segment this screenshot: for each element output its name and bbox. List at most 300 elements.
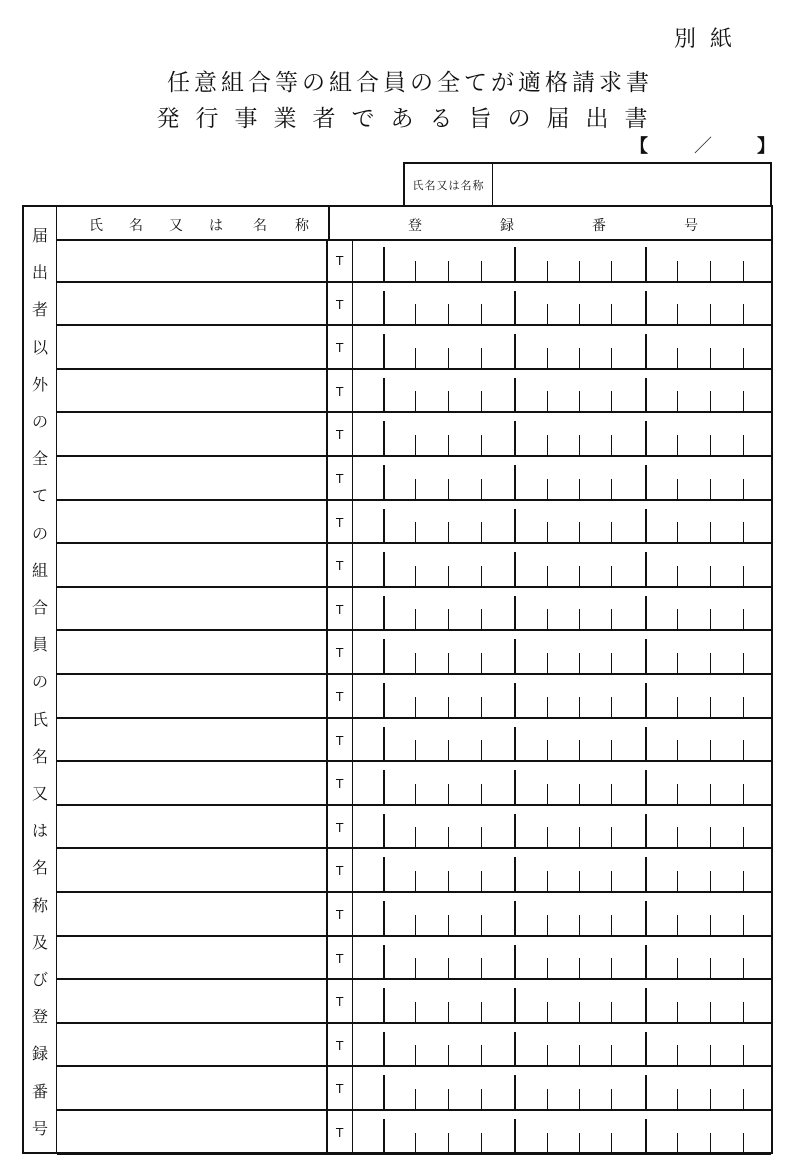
registration-prefix-label: T <box>336 602 344 617</box>
digit-divider <box>448 522 449 542</box>
side-label-char: 員 <box>31 635 48 655</box>
digit-group-divider <box>383 378 385 412</box>
table-row <box>57 937 771 981</box>
digit-group-divider <box>514 683 516 717</box>
digit-divider <box>710 391 711 411</box>
header-number-column <box>330 207 771 241</box>
digit-divider <box>677 435 678 455</box>
digit-group-divider <box>645 639 647 673</box>
digit-divider <box>579 784 580 804</box>
digit-divider <box>677 1002 678 1022</box>
registration-prefix-label: T <box>336 297 344 312</box>
digit-group-divider <box>645 552 647 586</box>
digit-divider <box>579 1133 580 1153</box>
digit-divider <box>743 435 744 455</box>
table-row <box>57 544 771 588</box>
table-row <box>57 457 771 501</box>
registration-prefix-label: T <box>336 254 344 268</box>
registration-prefix-cell <box>330 849 353 891</box>
digit-divider <box>611 479 612 499</box>
member-name-field[interactable] <box>57 937 328 979</box>
digit-divider <box>481 1133 482 1153</box>
member-name-field[interactable] <box>57 457 328 499</box>
digit-divider <box>611 784 612 804</box>
attachment-label: 別紙 <box>674 27 747 52</box>
digit-group-divider <box>514 770 516 804</box>
digit-divider <box>547 740 548 760</box>
registration-prefix-cell <box>330 1024 353 1066</box>
side-label-char: 合 <box>31 598 48 617</box>
registration-prefix-label: T <box>336 951 344 966</box>
digit-divider <box>611 915 612 935</box>
digit-divider <box>448 1133 449 1153</box>
digit-divider <box>677 261 678 281</box>
digit-divider <box>547 1133 548 1153</box>
digit-group-divider <box>514 1075 516 1109</box>
registration-prefix-cell <box>330 937 353 979</box>
digit-group-divider <box>514 857 516 891</box>
digit-group-divider <box>645 814 647 848</box>
digit-divider <box>415 1133 416 1153</box>
digit-divider <box>547 697 548 717</box>
digit-divider <box>743 784 744 804</box>
digit-group-divider <box>645 378 647 412</box>
side-label-char: の <box>31 672 48 692</box>
digit-group-divider <box>514 465 516 499</box>
member-registration-table <box>22 205 773 1154</box>
table-row <box>57 849 771 893</box>
digit-divider <box>547 479 548 499</box>
header-name-char: は <box>209 218 223 234</box>
digit-divider <box>547 348 548 368</box>
registration-prefix-cell <box>330 413 353 455</box>
digit-group-divider <box>514 291 516 325</box>
digit-divider <box>415 1002 416 1022</box>
member-name-field[interactable] <box>57 806 328 848</box>
digit-divider <box>415 871 416 891</box>
member-name-field[interactable] <box>57 980 328 1022</box>
digit-divider <box>547 566 548 586</box>
member-name-field[interactable] <box>57 1067 328 1109</box>
table-row <box>57 1024 771 1068</box>
table-row <box>57 501 771 545</box>
digit-divider <box>415 609 416 629</box>
digit-divider <box>611 522 612 542</box>
digit-divider <box>677 304 678 324</box>
digit-divider <box>415 1045 416 1065</box>
digit-divider <box>611 304 612 324</box>
digit-group-divider <box>514 378 516 412</box>
digit-divider <box>481 958 482 978</box>
digit-divider <box>710 261 711 281</box>
table-row <box>57 283 771 327</box>
digit-divider <box>481 522 482 542</box>
registration-prefix-cell <box>330 501 353 543</box>
page-close-bracket: 】 <box>757 136 775 157</box>
registration-prefix-label: T <box>336 1038 344 1053</box>
registration-prefix-label: T <box>336 384 344 399</box>
table-row <box>57 1111 771 1155</box>
digit-divider <box>611 740 612 760</box>
side-label-char: 組 <box>31 560 48 580</box>
side-label-char: 称 <box>31 895 48 915</box>
registration-prefix-label: T <box>336 341 344 356</box>
digit-divider <box>579 740 580 760</box>
digit-divider <box>547 827 548 847</box>
digit-divider <box>743 871 744 891</box>
side-label-char: 以 <box>31 337 48 357</box>
digit-group-divider <box>383 945 385 979</box>
digit-divider <box>579 1089 580 1109</box>
digit-divider <box>710 1045 711 1065</box>
digit-group-divider <box>383 465 385 499</box>
digit-group-divider <box>383 1032 385 1066</box>
digit-divider <box>415 479 416 499</box>
side-label-char: 登 <box>31 1007 48 1027</box>
table-row <box>57 413 771 457</box>
digit-divider <box>611 1045 612 1065</box>
member-name-field[interactable] <box>57 719 328 761</box>
side-label-char: の <box>31 523 48 543</box>
digit-divider <box>547 391 548 411</box>
digit-group-divider <box>383 1119 385 1153</box>
digit-divider <box>710 697 711 717</box>
digit-divider <box>611 1133 612 1153</box>
digit-divider <box>415 304 416 324</box>
table-row <box>57 239 771 283</box>
digit-divider <box>743 348 744 368</box>
digit-divider <box>415 958 416 978</box>
digit-group-divider <box>645 727 647 761</box>
side-label-char: 者 <box>31 300 48 320</box>
digit-divider <box>579 391 580 411</box>
table-row <box>57 1067 771 1111</box>
digit-divider <box>743 566 744 586</box>
digit-divider <box>677 697 678 717</box>
registration-prefix-label: T <box>336 515 344 530</box>
digit-divider <box>448 697 449 717</box>
digit-divider <box>481 304 482 324</box>
digit-group-divider <box>383 683 385 717</box>
digit-divider <box>611 1089 612 1109</box>
digit-divider <box>579 566 580 586</box>
digit-divider <box>448 1089 449 1109</box>
digit-divider <box>710 1133 711 1153</box>
digit-divider <box>415 348 416 368</box>
registration-prefix-label: T <box>336 995 344 1010</box>
digit-divider <box>677 740 678 760</box>
digit-divider <box>710 784 711 804</box>
digit-divider <box>743 1045 744 1065</box>
digit-divider <box>677 479 678 499</box>
digit-divider <box>481 566 482 586</box>
digit-group-divider <box>645 857 647 891</box>
digit-divider <box>677 784 678 804</box>
member-name-field[interactable] <box>57 1111 328 1153</box>
registration-prefix-label: T <box>336 864 344 879</box>
digit-group-divider <box>514 901 516 935</box>
digit-divider <box>481 1045 482 1065</box>
side-label-char: 氏 <box>31 709 48 729</box>
filer-name-field[interactable] <box>495 164 766 205</box>
table-row <box>57 370 771 414</box>
digit-group-divider <box>514 988 516 1022</box>
digit-divider <box>415 435 416 455</box>
page-indicator <box>630 132 775 156</box>
digit-group-divider <box>514 1119 516 1153</box>
digit-divider <box>611 1002 612 1022</box>
member-name-field[interactable] <box>57 326 328 368</box>
digit-divider <box>677 1045 678 1065</box>
digit-divider <box>448 827 449 847</box>
digit-divider <box>415 740 416 760</box>
digit-group-divider <box>514 1032 516 1066</box>
registration-prefix-cell <box>330 370 353 412</box>
digit-divider <box>611 435 612 455</box>
digit-divider <box>743 479 744 499</box>
digit-divider <box>448 871 449 891</box>
digit-divider <box>611 653 612 673</box>
member-name-field[interactable] <box>57 893 328 935</box>
digit-divider <box>415 391 416 411</box>
member-name-field[interactable] <box>57 849 328 891</box>
registration-prefix-label: T <box>336 428 344 443</box>
digit-divider <box>579 479 580 499</box>
digit-group-divider <box>383 639 385 673</box>
member-name-field[interactable] <box>57 239 328 281</box>
digit-group-divider <box>645 291 647 325</box>
digit-divider <box>481 479 482 499</box>
digit-divider <box>415 915 416 935</box>
digit-divider <box>743 915 744 935</box>
digit-divider <box>710 348 711 368</box>
header-name-column <box>57 207 330 241</box>
digit-divider <box>677 827 678 847</box>
digit-divider <box>448 958 449 978</box>
digit-divider <box>743 304 744 324</box>
member-name-field[interactable] <box>57 1024 328 1066</box>
table-row <box>57 675 771 719</box>
digit-group-divider <box>383 247 385 281</box>
digit-group-divider <box>383 291 385 325</box>
digit-divider <box>415 653 416 673</box>
digit-divider <box>579 522 580 542</box>
digit-divider <box>448 784 449 804</box>
digit-divider <box>547 871 548 891</box>
digit-group-divider <box>383 901 385 935</box>
digit-divider <box>448 261 449 281</box>
table-row <box>57 588 771 632</box>
digit-group-divider <box>514 814 516 848</box>
side-label-char: 及 <box>31 932 48 952</box>
digit-divider <box>415 566 416 586</box>
digit-divider <box>710 609 711 629</box>
table-row <box>57 893 771 937</box>
digit-divider <box>448 653 449 673</box>
digit-group-divider <box>514 727 516 761</box>
form-title-line-2: 発行事業者である旨の届出書 <box>156 106 664 132</box>
digit-divider <box>481 1002 482 1022</box>
header-name-char: 名 <box>253 218 267 234</box>
side-label-char: 全 <box>31 449 48 469</box>
digit-divider <box>547 435 548 455</box>
registration-prefix-cell <box>330 1111 353 1153</box>
digit-divider <box>547 522 548 542</box>
digit-divider <box>579 697 580 717</box>
digit-group-divider <box>645 683 647 717</box>
side-label-char: て <box>31 486 48 506</box>
digit-group-divider <box>514 247 516 281</box>
digit-divider <box>481 827 482 847</box>
member-name-field[interactable] <box>57 544 328 586</box>
side-label-char: 出 <box>31 263 48 283</box>
registration-prefix-cell <box>330 283 353 325</box>
table-row <box>57 806 771 850</box>
digit-group-divider <box>645 901 647 935</box>
digit-group-divider <box>514 596 516 630</box>
digit-divider <box>481 871 482 891</box>
digit-group-divider <box>383 421 385 455</box>
registration-prefix-cell <box>330 762 353 804</box>
digit-divider <box>743 958 744 978</box>
digit-divider <box>677 522 678 542</box>
member-name-field[interactable] <box>57 413 328 455</box>
registration-prefix-cell <box>330 457 353 499</box>
digit-divider <box>743 827 744 847</box>
registration-prefix-label: T <box>336 1126 344 1140</box>
digit-divider <box>611 609 612 629</box>
digit-divider <box>547 784 548 804</box>
digit-group-divider <box>383 770 385 804</box>
digit-divider <box>710 1089 711 1109</box>
digit-group-divider <box>645 945 647 979</box>
digit-divider <box>547 958 548 978</box>
member-name-field[interactable] <box>57 370 328 412</box>
side-label-char: 録 <box>31 1044 48 1064</box>
digit-divider <box>579 304 580 324</box>
digit-divider <box>547 653 548 673</box>
digit-group-divider <box>383 988 385 1022</box>
registration-prefix-label: T <box>336 1082 344 1097</box>
digit-divider <box>710 958 711 978</box>
table-row <box>57 980 771 1024</box>
registration-prefix-label: T <box>336 559 344 574</box>
digit-group-divider <box>514 639 516 673</box>
table-row <box>57 719 771 763</box>
registration-prefix-cell <box>330 806 353 848</box>
digit-divider <box>710 871 711 891</box>
digit-divider <box>611 871 612 891</box>
digit-divider <box>611 958 612 978</box>
digit-divider <box>579 435 580 455</box>
form-title-line-1: 任意組合等の組合員の全てが適格請求書 <box>167 70 653 96</box>
digit-divider <box>677 1089 678 1109</box>
side-label-char: 号 <box>31 1118 48 1138</box>
side-label-char: 又 <box>31 784 48 803</box>
digit-divider <box>547 609 548 629</box>
digit-divider <box>710 566 711 586</box>
digit-divider <box>677 653 678 673</box>
digit-divider <box>481 1089 482 1109</box>
digit-group-divider <box>383 814 385 848</box>
digit-divider <box>481 653 482 673</box>
registration-prefix-cell <box>330 631 353 673</box>
member-name-field[interactable] <box>57 501 328 543</box>
digit-divider <box>448 566 449 586</box>
digit-divider <box>710 740 711 760</box>
digit-divider <box>547 1002 548 1022</box>
registration-prefix-cell <box>330 544 353 586</box>
digit-divider <box>743 653 744 673</box>
digit-group-divider <box>645 509 647 543</box>
digit-divider <box>415 1089 416 1109</box>
digit-divider <box>579 653 580 673</box>
digit-group-divider <box>514 509 516 543</box>
digit-group-divider <box>645 1119 647 1153</box>
registration-prefix-cell <box>330 326 353 368</box>
digit-group-divider <box>514 421 516 455</box>
digit-divider <box>710 522 711 542</box>
registration-prefix-label: T <box>336 646 344 661</box>
digit-divider <box>448 609 449 629</box>
digit-group-divider <box>383 857 385 891</box>
filer-name-box <box>403 162 772 205</box>
digit-divider <box>448 391 449 411</box>
digit-divider <box>415 261 416 281</box>
digit-divider <box>677 871 678 891</box>
side-label-char: 名 <box>31 746 48 766</box>
digit-group-divider <box>645 1032 647 1066</box>
digit-divider <box>710 435 711 455</box>
digit-divider <box>743 740 744 760</box>
digit-divider <box>415 697 416 717</box>
digit-divider <box>448 348 449 368</box>
member-name-field[interactable] <box>57 675 328 717</box>
member-name-field[interactable] <box>57 588 328 630</box>
header-name-char: 又 <box>169 218 183 234</box>
header-number-char: 録 <box>500 218 514 234</box>
side-label-char: 届 <box>31 226 48 245</box>
digit-divider <box>677 391 678 411</box>
member-name-field[interactable] <box>57 283 328 325</box>
member-name-field[interactable] <box>57 631 328 673</box>
digit-divider <box>611 391 612 411</box>
digit-group-divider <box>383 727 385 761</box>
registration-prefix-label: T <box>336 820 344 835</box>
digit-divider <box>415 784 416 804</box>
registration-prefix-label: T <box>336 472 344 486</box>
header-name-char: 名 <box>129 218 143 234</box>
digit-group-divider <box>383 334 385 368</box>
digit-group-divider <box>645 247 647 281</box>
digit-divider <box>448 740 449 760</box>
digit-divider <box>743 391 744 411</box>
header-number-char: 番 <box>592 218 606 234</box>
table-row <box>57 762 771 806</box>
digit-divider <box>579 261 580 281</box>
registration-prefix-cell <box>330 893 353 935</box>
member-name-field[interactable] <box>57 762 328 804</box>
digit-group-divider <box>645 1075 647 1109</box>
registration-prefix-label: T <box>336 908 344 922</box>
digit-divider <box>448 1045 449 1065</box>
digit-divider <box>579 1002 580 1022</box>
digit-group-divider <box>645 596 647 630</box>
table-row <box>57 326 771 370</box>
registration-prefix-label: T <box>336 690 344 704</box>
digit-divider <box>415 827 416 847</box>
digit-group-divider <box>645 334 647 368</box>
